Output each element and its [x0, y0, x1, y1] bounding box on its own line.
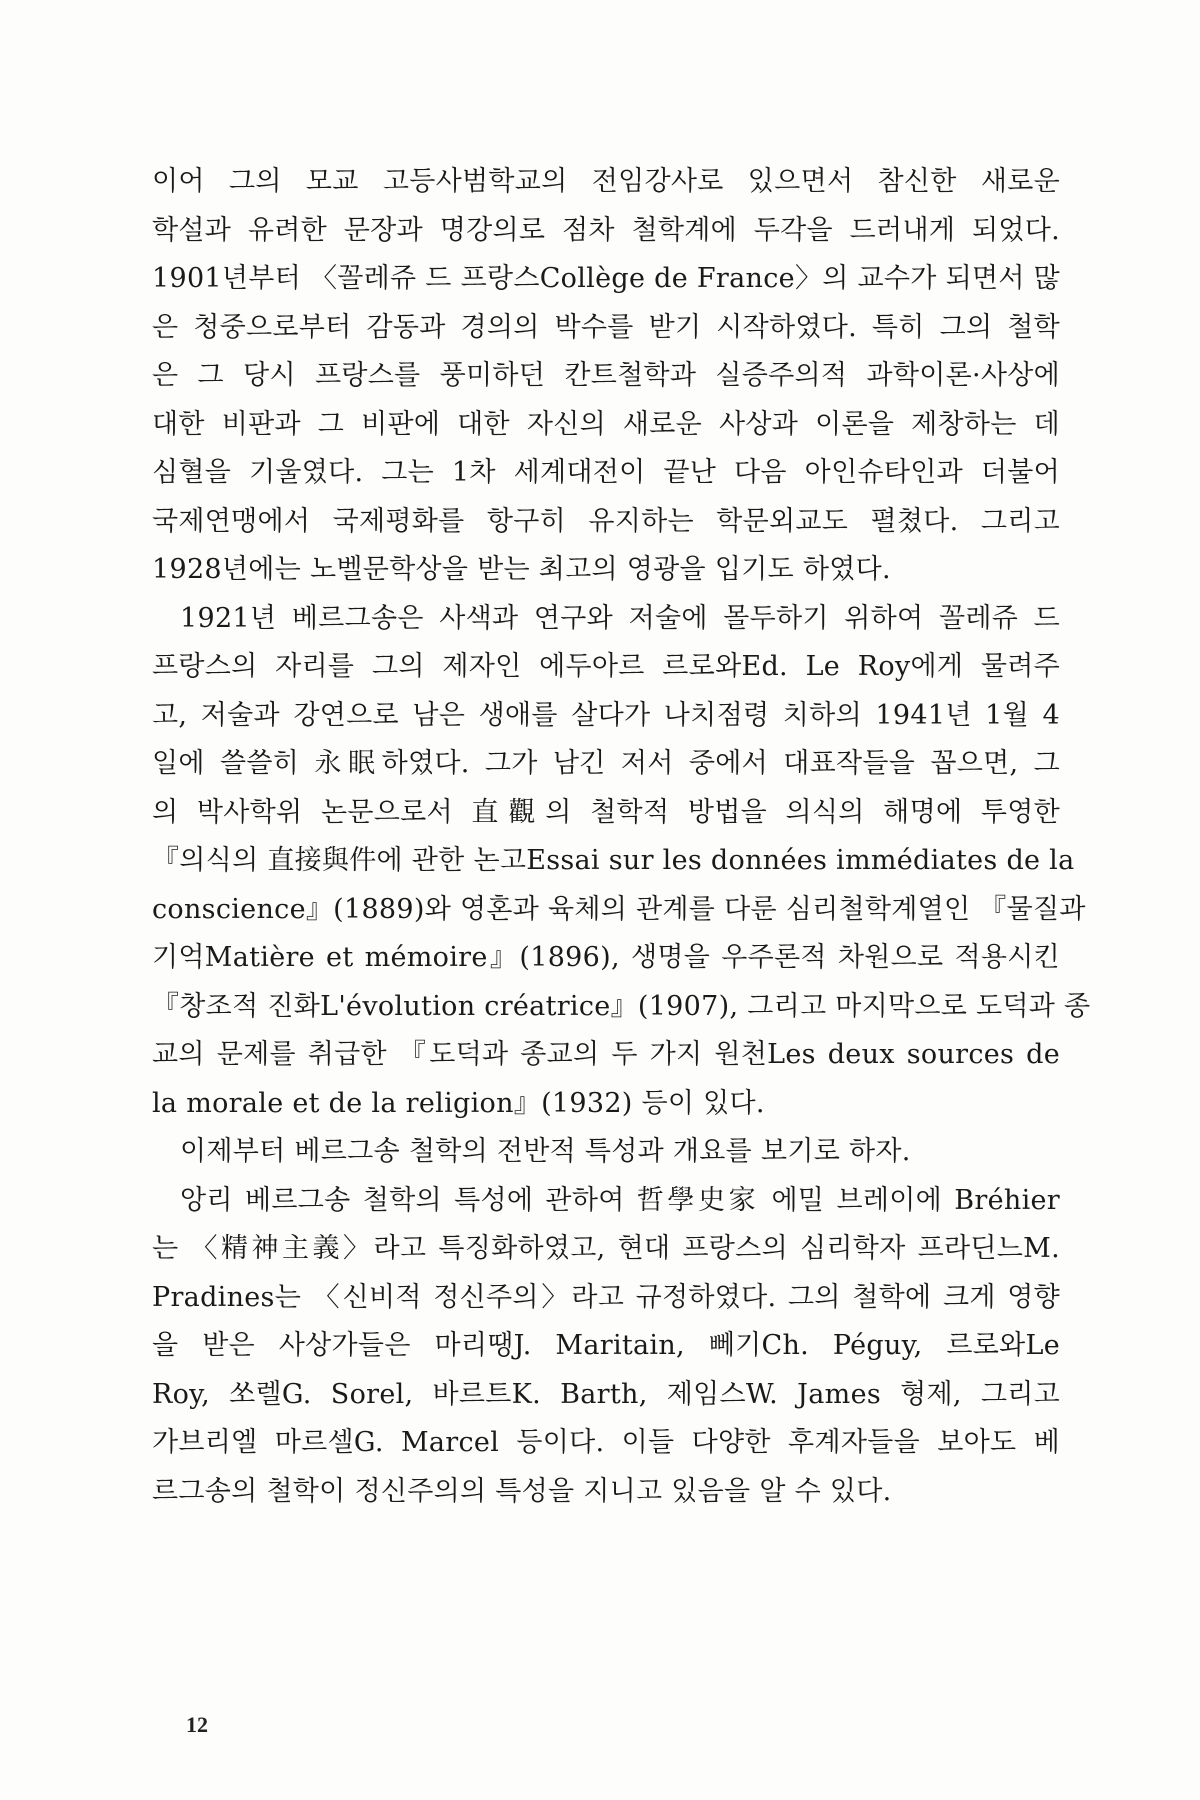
- text-line: 일에 쓸쓸히 永眠하였다. 그가 남긴 저서 중에서 대표작들을 꼽으면, 그: [152, 748, 1060, 779]
- body-text: [152, 158, 1091, 1516]
- text-line: 는 〈精神主義〉라고 특징화하였고, 현대 프랑스의 심리학자 프라딘느M.: [152, 1233, 1060, 1264]
- text-line: 은 그 당시 프랑스를 풍미하던 칸트철학과 실증주의적 과학이론·사상에: [152, 360, 1060, 391]
- text-line: conscience』(1889)와 영혼과 육체의 관계를 다룬 심리철학계열인 『물질과: [152, 893, 1086, 925]
- paragraph-3: [152, 1128, 1060, 1177]
- text-line: 1921년 베르그송은 사색과 연구와 저술에 몰두하기 위하여 꼴레쥬 드: [180, 602, 1060, 634]
- text-line: Pradines는 〈신비적 정신주의〉라고 규정하였다. 그의 철학에 크게 영향: [152, 1281, 1060, 1313]
- text-line: 학설과 유려한 문장과 명강의로 점차 철학계에 두각을 드러내게 되었다.: [152, 214, 1060, 246]
- page-number: 12: [186, 1712, 208, 1737]
- text-line: 기억Matière et mémoire』(1896), 생명을 우주론적 차원으로 적용시킨: [152, 942, 1060, 973]
- paragraph-1: [152, 158, 1060, 595]
- text-line: 1901년부터 〈꼴레쥬 드 프랑스Collège de France〉의 교수가 되면서 많: [152, 263, 1060, 294]
- text-line: 앙리 베르그송 철학의 특성에 관하여 哲學史家 에밀 브레이에 Bréhier: [180, 1184, 1060, 1216]
- text-line: 대한 비판과 그 비판에 대한 자신의 새로운 사상과 이론을 제창하는 데: [152, 408, 1060, 440]
- text-line: 『창조적 진화L'évolution créatrice』(1907), 그리고 마지막으로 도덕과 종: [152, 990, 1091, 1022]
- text-line: 은 청중으로부터 감동과 경의의 박수를 받기 시작하였다. 특히 그의 철학: [152, 311, 1060, 343]
- text-line: 이어 그의 모교 고등사범학교의 전임강사로 있으면서 참신한 새로운: [152, 166, 1060, 197]
- text-line: 가브리엘 마르셀G. Marcel 등이다. 이들 다양한 후계자들을 보아도 베: [152, 1427, 1060, 1458]
- text-line: 심혈을 기울였다. 그는 1차 세계대전이 끝난 다음 아인슈타인과 더불어: [152, 457, 1060, 488]
- text-line: 고, 저술과 강연으로 남은 생애를 살다가 나치점령 치하의 1941년 1월 4: [152, 699, 1060, 731]
- text-line: 교의 문제를 취급한 『도덕과 종교의 두 가지 원천Les deux sources de: [152, 1039, 1060, 1070]
- text-line: Roy, 쏘렐G. Sorel, 바르트K. Barth, 제임스W. James 형제, 그리고: [152, 1378, 1060, 1410]
- text-line: 『의식의 直接與件에 관한 논고Essai sur les données immédiates de la: [152, 845, 1075, 876]
- text-line: 프랑스의 자리를 그의 제자인 에두아르 르로와Ed. Le Roy에게 물려주: [152, 651, 1060, 682]
- paragraph-2: [152, 595, 1091, 1129]
- paragraph-4: [152, 1177, 1060, 1517]
- text-line: 이제부터 베르그송 철학의 전반적 특성과 개요를 보기로 하자.: [180, 1136, 911, 1167]
- text-line: 르그송의 철학이 정신주의의 특성을 지니고 있음을 알 수 있다.: [152, 1475, 892, 1507]
- text-line: 을 받은 사상가들은 마리땡J. Maritain, 뻬기Ch. Péguy, 르로와Le: [152, 1330, 1060, 1361]
- text-line: 의 박사학위 논문으로서 直觀의 철학적 방법을 의식의 해명에 투영한: [152, 796, 1060, 828]
- text-line: 국제연맹에서 국제평화를 항구히 유지하는 학문외교도 펼쳤다. 그리고: [152, 505, 1060, 537]
- text-line: la morale et de la religion』(1932) 등이 있다.: [152, 1087, 765, 1119]
- text-line: 1928년에는 노벨문학상을 받는 최고의 영광을 입기도 하였다.: [152, 554, 891, 585]
